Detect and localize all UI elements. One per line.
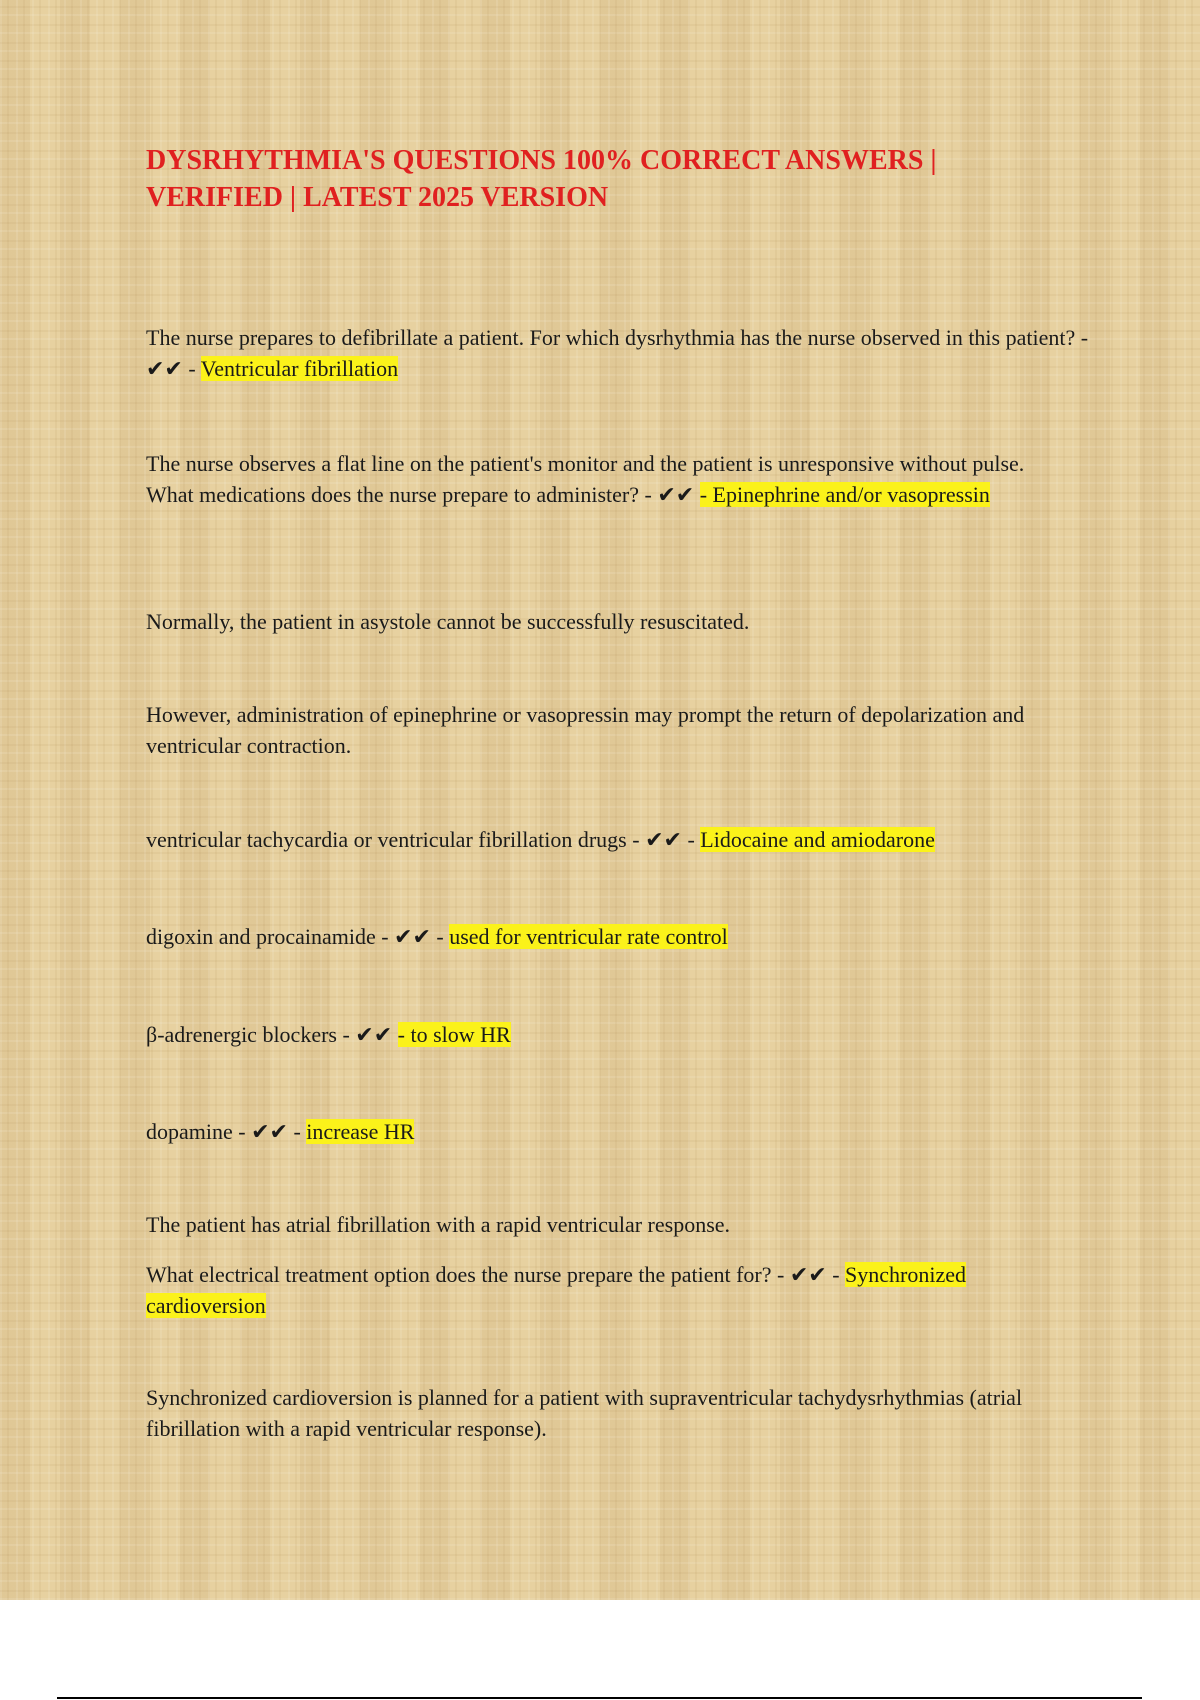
document-title: DYSRHYTHMIA'S QUESTIONS 100% CORRECT ANSWERS | VERIFIED | LATEST 2025 VERSION <box>146 145 937 213</box>
highlighted-answer: - to slow HR <box>397 1022 511 1047</box>
note-synchronized-cardioversion: Synchronized cardioversion is planned for a patient with supraventricular tachydysrhythmias (atrial fibrillation with a rapid ventricular response). <box>146 1385 1023 1441</box>
qa-item-electrical-treatment <box>146 1259 1076 1321</box>
highlighted-answer: Synchronized cardioversion <box>146 1262 966 1318</box>
qa-item-defibrillate <box>146 322 1092 384</box>
highlighted-answer: Ventricular fibrillation <box>200 356 399 381</box>
note-atrial-fibrillation: The patient has atrial fibrillation with a rapid ventricular response. <box>146 1212 731 1237</box>
highlighted-answer: - Epinephrine and/or vasopressin <box>699 482 990 507</box>
footer-divider <box>57 1697 1142 1699</box>
question-text: What electrical treatment option does the nurse prepare the patient for? - ✔✔ - <box>146 1262 846 1287</box>
note-epinephrine: However, administration of epinephrine or vasopressin may prompt the return of depolarization and ventricular contraction. <box>146 702 1025 758</box>
question-text: The nurse prepares to defibrillate a patient. For which dysrhythmia has the nurse observed in this patient? - ✔✔ - <box>146 325 1089 381</box>
qa-item-dopamine <box>146 1116 1092 1147</box>
qa-item-digoxin <box>146 921 1092 952</box>
question-text: β-adrenergic blockers - ✔✔ <box>146 1022 398 1047</box>
question-text: ventricular tachycardia or ventricular fibrillation drugs - ✔✔ - <box>146 827 701 852</box>
note-asystole: Normally, the patient in asystole cannot be successfully resuscitated. <box>146 609 750 634</box>
qa-item-flat-line <box>146 448 1066 510</box>
qa-item-beta-blockers <box>146 1019 1092 1050</box>
highlighted-answer: increase HR <box>306 1119 415 1144</box>
highlighted-answer: Lidocaine and amiodarone <box>700 827 935 852</box>
qa-item-vt-vf-drugs <box>146 824 1092 855</box>
question-text: digoxin and procainamide - ✔✔ - <box>146 924 450 949</box>
highlighted-answer: used for ventricular rate control <box>449 924 728 949</box>
document-content <box>146 142 1092 1441</box>
question-text: The nurse observes a flat line on the patient's monitor and the patient is unresponsive without pulse. What medications does the nurse prepare to administer? - ✔✔ <box>146 451 1025 507</box>
question-text: dopamine - ✔✔ - <box>146 1119 307 1144</box>
